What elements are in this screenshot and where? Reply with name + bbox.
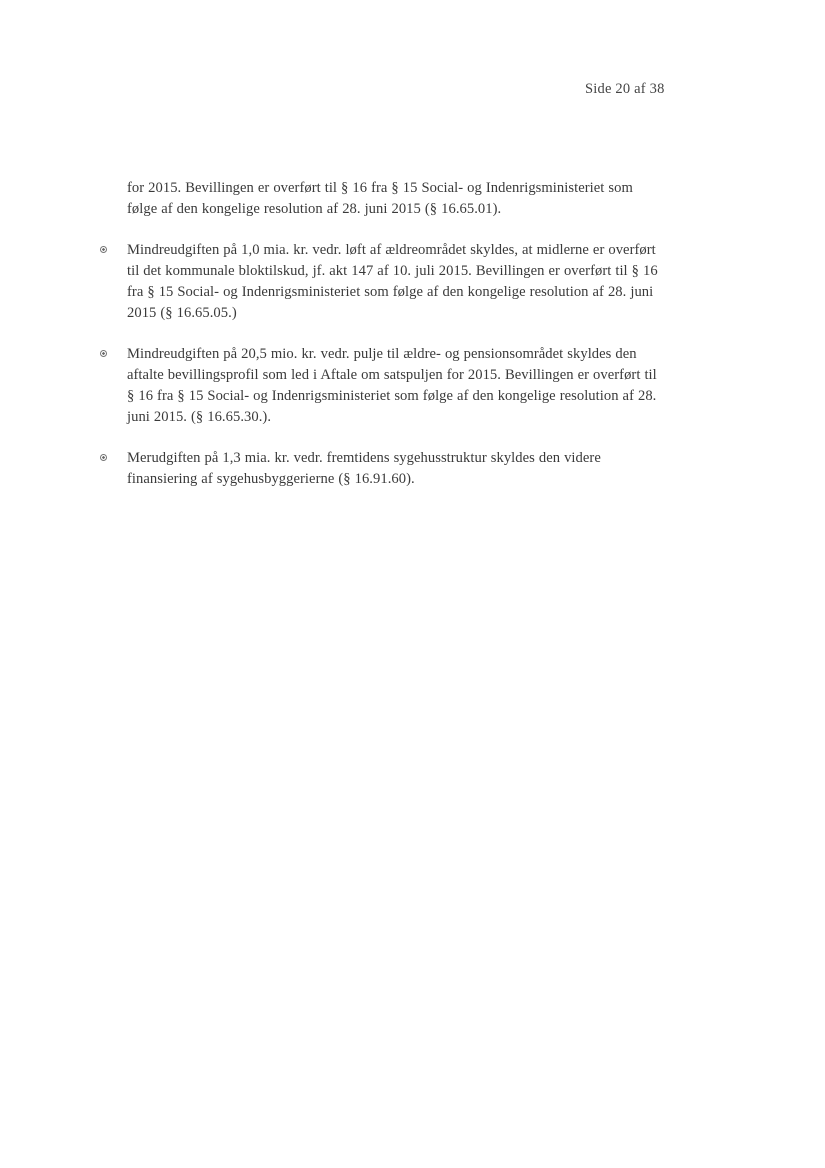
- continuation-paragraph: for 2015. Bevillingen er overført til § 16 fra § 15 Social- og Indenrigsministeriet som følge af den kongelige resolution af 28. juni 2015 (§ 16.65.01).: [127, 180, 633, 217]
- bullet-icon: [100, 350, 107, 357]
- list-item-text: Mindreudgiften på 1,0 mia. kr. vedr. løft af ældreområdet skyldes, at midlerne er overført til det kommunale bloktilskud, jf. akt 147 af 10. juli 2015. Bevillingen er overført til § 16 fra § 15 Social- og Indenrigsministeriet som følge af den kongelige resolution af 28. juni 2015 (§ 16.65.05.): [127, 242, 658, 321]
- page-number: Side 20 af 38: [585, 81, 665, 97]
- bullet-icon: [100, 246, 107, 253]
- list-item: [127, 344, 667, 428]
- bullet-list: [127, 240, 667, 490]
- list-item-text: Merudgiften på 1,3 mia. kr. vedr. fremtidens sygehusstruktur skyldes den videre finansiering af sygehusbyggerierne (§ 16.91.60).: [127, 450, 601, 487]
- bullet-icon: [100, 454, 107, 461]
- document-body: [127, 178, 667, 510]
- list-item-text: Mindreudgiften på 20,5 mio. kr. vedr. pulje til ældre- og pensionsområdet skyldes den aftalte bevillingsprofil som led i Aftale om satspuljen for 2015. Bevillingen er overført til § 16 fra § 15 Social- og Indenrigsministeriet som følge af den kongelige resolution af 28. juni 2015. (§ 16.65.30.).: [127, 346, 657, 425]
- list-item: [127, 240, 667, 324]
- list-item: [127, 448, 667, 490]
